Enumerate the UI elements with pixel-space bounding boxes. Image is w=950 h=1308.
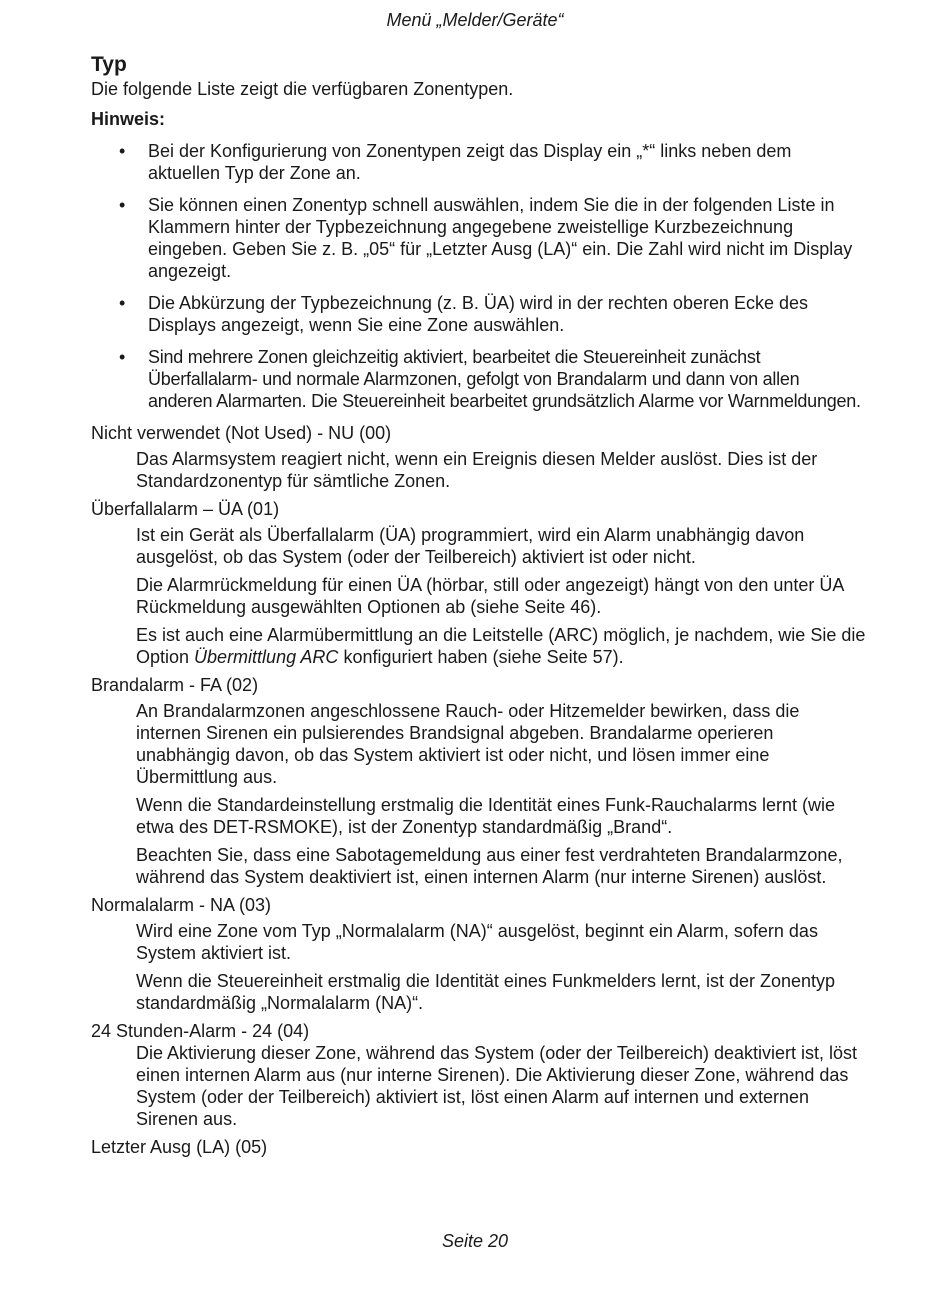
arc-option-name: Übermittlung ARC: [194, 647, 339, 667]
note-list: [91, 140, 866, 412]
zone-paragraph: Ist ein Gerät als Überfallalarm (ÜA) programmiert, wird ein Alarm unabhängig davon ausgelöst, ob das System (oder der Teilbereich) aktiviert ist oder nicht.: [136, 525, 805, 567]
bullet-icon: •: [119, 347, 126, 367]
bullet-icon: •: [119, 293, 126, 313]
bullet-icon: •: [119, 141, 126, 161]
note-text: Die Abkürzung der Typbezeichnung (z. B. ÜA) wird in der rechten oberen Ecke des Displays angezeigt, wenn Sie eine Zone auswählen.: [148, 293, 809, 335]
zone-description-ua: [91, 524, 866, 668]
note-text: Bei der Konfigurierung von Zonentypen zeigt das Display ein „*“ links neben dem aktuellen Typ der Zone an.: [148, 141, 792, 183]
page-number: Seite 20: [441, 1231, 509, 1251]
zone-description-fa: [91, 700, 866, 888]
bullet-icon: •: [119, 195, 126, 215]
note-text: Sind mehrere Zonen gleichzeitig aktiviert, bearbeitet die Steuereinheit zunächst Überfallalarm- und normale Alarmzonen, gefolgt von Brandalarm und dann von allen anderen Alarmarten. Die Steuereinheit bearbeitet grundsätzlich Alarme vor Warnmeldungen.: [148, 347, 861, 411]
note-item: [91, 292, 866, 336]
zone-title-nu: Nicht verwendet (Not Used) - NU (00): [91, 423, 392, 443]
zone-title-na: Normalalarm - NA (03): [91, 895, 272, 915]
zone-paragraph: Wenn die Standardeinstellung erstmalig die Identität eines Funk-Rauchalarms lernt (wie etwa des DET-RSMOKE), ist der Zonentyp standardmäßig „Brand“.: [136, 795, 836, 837]
section-intro: Die folgende Liste zeigt die verfügbaren Zonentypen.: [91, 79, 514, 99]
zone-paragraph: Beachten Sie, dass eine Sabotagemeldung aus einer fest verdrahteten Brandalarmzone, während das System deaktiviert ist, einen internen Alarm (nur interne Sirenen) auslöst.: [136, 845, 843, 887]
zone-paragraph: An Brandalarmzonen angeschlossene Rauch- oder Hitzemelder bewirken, dass die internen Sirenen ein pulsierendes Brandsignal abgeben. Brandalarme operieren unabhängig davon, ob das System aktiviert ist oder nicht, und lösen immer eine Übermittlung aus.: [136, 701, 800, 787]
note-label: Hinweis:: [91, 109, 166, 129]
zone-title-24: 24 Stunden-Alarm - 24 (04): [91, 1021, 310, 1041]
document-body: [91, 52, 866, 1158]
note-text: Sie können einen Zonentyp schnell auswählen, indem Sie die in der folgenden Liste in Klammern hinter der Typbezeichnung angegebene zweistellige Kurzbezeichnung eingeben. Geben Sie z. B. „05“ für „Letzter Ausg (LA)“ ein. Die Zahl wird nicht im Display angezeigt.: [148, 195, 853, 281]
arc-text-after: konfiguriert haben (siehe Seite 57).: [338, 647, 624, 667]
zone-paragraph: Die Aktivierung dieser Zone, während das System (oder der Teilbereich) deaktiviert ist, löst einen internen Alarm aus (nur interne Sirenen). Die Aktivierung dieser Zone, während das System (oder der Teilbereich) aktiviert ist, löst einen Alarm auf internen und externen Sirenen aus.: [136, 1043, 858, 1129]
note-item: [91, 194, 866, 282]
zone-title-fa: Brandalarm - FA (02): [91, 675, 259, 695]
arc-text-before: Es ist auch eine Alarmübermittlung an die Leitstelle (ARC) möglich, je nachdem, wie Sie die Option: [136, 625, 866, 667]
zone-description-24: [91, 1042, 866, 1130]
note-item: [91, 346, 866, 412]
zone-title-la: Letzter Ausg (LA) (05): [91, 1137, 268, 1157]
zone-paragraph-arc: [136, 624, 866, 668]
section-heading: Typ: [91, 53, 127, 76]
zone-paragraph: Wird eine Zone vom Typ „Normalalarm (NA)“ ausgelöst, beginnt ein Alarm, sofern das System aktiviert ist.: [136, 921, 818, 963]
zone-paragraph: Das Alarmsystem reagiert nicht, wenn ein Ereignis diesen Melder auslöst. Dies ist der Standardzonentyp für sämtliche Zonen.: [136, 449, 818, 491]
page-header: Menü „Melder/Geräte“: [386, 10, 564, 30]
zone-description-nu: [91, 448, 866, 492]
note-item: [91, 140, 866, 184]
zone-description-na: [91, 920, 866, 1014]
zone-paragraph: Die Alarmrückmeldung für einen ÜA (hörbar, still oder angezeigt) hängt von den unter ÜA Rückmeldung ausgewählten Optionen ab (siehe Seite 46).: [136, 575, 844, 617]
zone-paragraph: Wenn die Steuereinheit erstmalig die Identität eines Funkmelders lernt, ist der Zonentyp standardmäßig „Normalalarm (NA)“.: [136, 971, 836, 1013]
zone-title-ua: Überfallalarm – ÜA (01): [91, 499, 280, 519]
